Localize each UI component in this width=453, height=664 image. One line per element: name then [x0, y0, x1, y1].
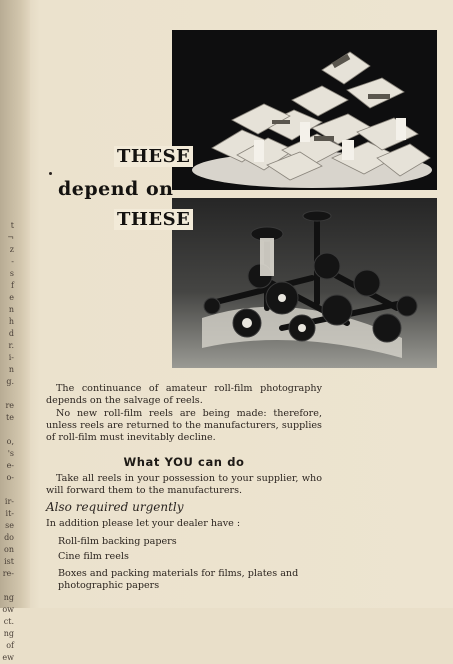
headline-these-top: THESE: [114, 146, 193, 167]
adjacent-page-text-fragments: [0, 220, 14, 664]
gutter-fragment: i-: [8, 353, 14, 362]
gutter-fragment: t: [10, 221, 14, 230]
required-item: Cine film reels: [58, 551, 129, 562]
gutter-fragment: e: [9, 293, 14, 302]
gutter-fragment: [0, 580, 14, 592]
headline-depend-on: depend on: [58, 178, 174, 200]
gutter-fragment: n: [8, 365, 14, 374]
photo-film-reels: [172, 198, 437, 368]
gutter-fragment: d: [8, 329, 14, 338]
required-item: Roll-film backing papers: [58, 536, 177, 547]
heading-also-required: Also required urgently: [46, 500, 184, 514]
gutter-fragment: it-: [5, 509, 14, 518]
gutter-fragment: ist: [4, 557, 14, 566]
paragraph-dealer: [46, 518, 322, 530]
gutter-fragment: ew: [2, 653, 14, 662]
gutter-fragment: 's: [7, 449, 14, 458]
paragraph-continuance-text: The continuance of amateur roll-film photography depends on the salvage of reels.: [46, 383, 322, 407]
gutter-fragment: f: [11, 281, 14, 290]
paragraph-take-reels-text: Take all reels in your possession to your supplier, who will forward them to the manufacturers.: [46, 473, 322, 497]
paragraph-take-reels: [46, 473, 322, 497]
paragraph-no-new-reels: [46, 408, 322, 445]
gutter-fragment: ir-: [4, 497, 14, 506]
gutter-fragment: z: [9, 245, 14, 254]
gutter-fragment: [0, 424, 14, 436]
gutter-fragment: ct.: [3, 617, 14, 626]
paragraph-dealer-text: In addition please let your dealer have :: [46, 518, 241, 529]
gutter-fragment: re-: [2, 569, 14, 578]
gutter-fragment: r.: [8, 341, 14, 350]
film-cartons-illustration: [172, 30, 437, 190]
gutter-fragment: on: [4, 545, 14, 554]
gutter-fragment: se: [5, 521, 14, 530]
gutter-fragment: re: [5, 401, 14, 410]
gutter-fragment: ng: [3, 629, 14, 638]
gutter-fragment: [0, 484, 14, 496]
gutter-fragment: -: [11, 257, 14, 266]
gutter-fragment: e-: [6, 461, 14, 470]
gutter-fragment: n: [8, 305, 14, 314]
headline-these-bottom: THESE: [114, 209, 193, 230]
bullet-dot: [49, 172, 52, 175]
gutter-fragment: ow: [2, 605, 14, 614]
gutter-fragment: ng: [3, 593, 14, 602]
gutter-fragment: te: [6, 413, 14, 422]
gutter-fragment: [0, 388, 14, 400]
gutter-fragment: o-: [6, 473, 14, 482]
paragraph-no-new-reels-text: No new roll-film reels are being made: therefore, unless reels are returned to the manufacturers, supplies of roll-film must inevitably decline.: [46, 408, 322, 444]
gutter-fragment: h: [8, 317, 14, 326]
film-reels-illustration: [172, 198, 437, 368]
gutter-fragment: do: [4, 533, 14, 542]
gutter-fragment: ¬: [7, 233, 14, 242]
gutter-fragment: g.: [6, 377, 14, 386]
gutter-fragment: s: [9, 269, 14, 278]
gutter-fragment: of: [6, 641, 14, 650]
gutter-fragment: o,: [6, 437, 14, 446]
photo-film-cartons: [172, 30, 437, 190]
required-item: Boxes and packing materials for films, plates and photographic papers: [58, 568, 299, 592]
paragraph-continuance: [46, 383, 322, 407]
section-heading-what-you-can-do: What YOU can do: [123, 455, 245, 469]
